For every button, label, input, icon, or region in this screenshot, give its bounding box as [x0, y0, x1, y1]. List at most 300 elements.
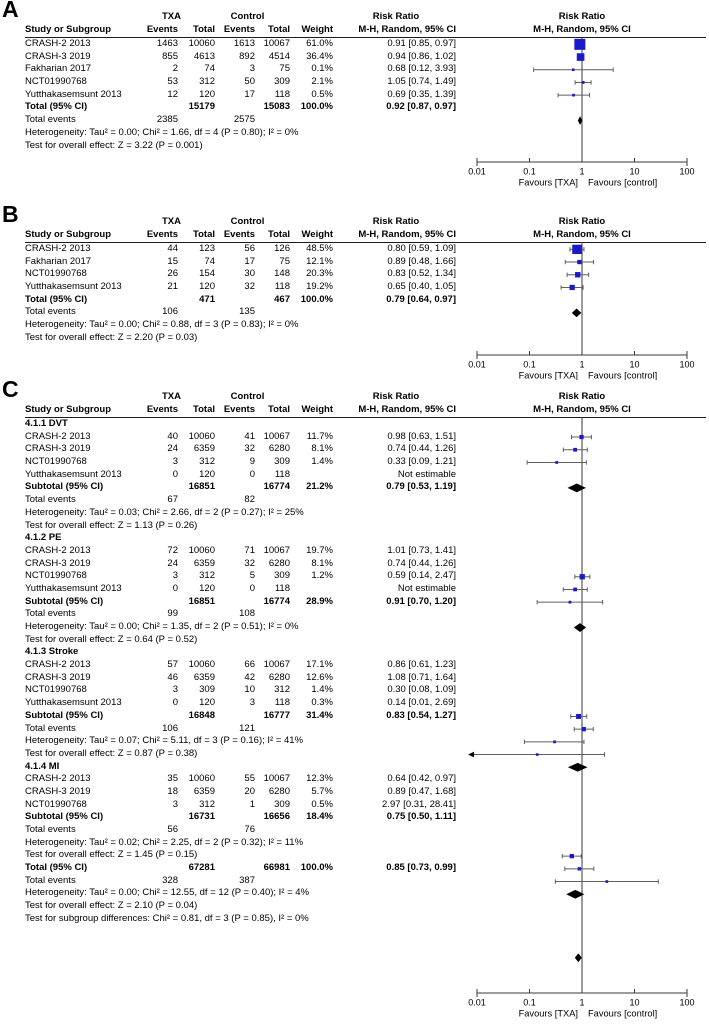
control-total-value: 118 [274, 88, 290, 100]
control-events-value: 30 [244, 268, 255, 280]
risk-ratio-value: 0.69 [0.35, 1.39] [387, 88, 456, 100]
txa-total-value: 16848 [188, 709, 215, 721]
control-events-value: 892 [239, 50, 255, 62]
control-total-value: 6280 [268, 443, 290, 455]
control-events-column-header: Events [223, 404, 255, 415]
control-total-value: 309 [274, 570, 290, 582]
txa-events-value: 3 [172, 798, 178, 810]
txa-total-value: 16851 [188, 595, 215, 607]
txa-total-value: 312 [199, 570, 215, 582]
control-events-value: 42 [244, 671, 255, 683]
favours-left-label: Favours [TXA] [518, 370, 578, 380]
control-events-value: 41 [244, 430, 255, 442]
forest-plot-svg [462, 0, 709, 205]
stats-text: Heterogeneity: Tau² = 0.02; Chi² = 2.25, df = 2 (P = 0.32); I² = 11% [25, 836, 304, 848]
risk-ratio-value: 0.85 [0.73, 0.99] [386, 862, 456, 874]
method-plot-header: M-H, Random, 95% CI [533, 229, 631, 240]
study-label: 4.1.1 DVT [25, 418, 68, 429]
effect-square [555, 461, 558, 464]
control-total-value: 118 [274, 281, 290, 293]
forest-plot-svg [462, 380, 709, 1030]
risk-ratio-value: 0.74 [0.44, 1.26] [387, 557, 456, 569]
weight-value: 1.4% [311, 456, 333, 468]
axis-tick-label: 1 [579, 997, 585, 1008]
effect-square [553, 740, 556, 743]
study-label: NCT01990768 [25, 570, 87, 582]
study-label: Total events [25, 608, 76, 620]
control-events-value: 0 [249, 468, 255, 480]
risk-ratio-value: 0.14 [0.01, 2.69] [387, 697, 456, 709]
txa-total-value: 471 [199, 293, 215, 305]
study-label: CRASH-2 2013 [25, 38, 91, 49]
txa-events-value: 99 [167, 608, 178, 620]
control-total-column-header: Total [268, 229, 290, 240]
risk-ratio-value: 0.74 [0.44, 1.26] [387, 443, 456, 455]
stats-text: Test for overall effect: Z = 1.13 (P = 0.26) [25, 519, 198, 531]
control-total-value: 309 [274, 76, 290, 88]
weight-value: 8.1% [311, 443, 333, 455]
weight-value: 5.7% [311, 785, 333, 797]
axis-tick-label: 1 [579, 166, 585, 177]
weight-value: 0.3% [311, 697, 333, 709]
effect-square [572, 94, 575, 97]
txa-total-value: 4613 [193, 50, 215, 62]
txa-total-value: 10060 [188, 544, 215, 556]
weight-column-header: Weight [301, 24, 333, 35]
control-total-value: 16774 [263, 595, 290, 607]
txa-total-value: 120 [199, 281, 215, 293]
study-label: 4.1.3 Stroke [25, 646, 79, 658]
study-label: Subtotal (95% CI) [25, 595, 104, 607]
risk-ratio-value: Not estimable [397, 468, 456, 480]
risk-ratio-value: 0.68 [0.12, 3.93] [387, 63, 456, 75]
control-total-value: 66981 [263, 862, 290, 874]
txa-total-value: 74 [204, 255, 215, 267]
risk-ratio-value: 0.79 [0.64, 0.97] [386, 293, 456, 305]
txa-total-value: 15179 [188, 101, 215, 113]
control-total-value: 75 [279, 255, 290, 267]
control-events-value: 3 [249, 697, 255, 709]
weight-value: 8.1% [311, 557, 333, 569]
pooled-diamond [575, 953, 582, 962]
study-label: NCT01990768 [25, 684, 87, 696]
control-events-value: 32 [244, 281, 255, 293]
panel-c [0, 380, 709, 1030]
txa-total-value: 312 [199, 76, 215, 88]
method-plot-header: M-H, Random, 95% CI [533, 24, 631, 35]
txa-total-value: 10060 [188, 38, 215, 49]
favours-right-label: Favours [control] [588, 370, 658, 380]
txa-events-value: 106 [162, 306, 178, 318]
study-label: CRASH-3 2019 [25, 671, 91, 683]
study-label: Total events [25, 824, 76, 835]
txa-events-value: 35 [167, 773, 178, 785]
axis-tick-label: 100 [679, 166, 695, 177]
txa-events-value: 21 [167, 281, 178, 293]
risk-ratio-value: 0.91 [0.70, 1.20] [386, 595, 456, 607]
control-events-value: 10 [244, 684, 255, 696]
control-total-column-header: Total [268, 24, 290, 35]
risk-ratio-value: 0.89 [0.48, 1.66] [387, 255, 456, 267]
effect-square [570, 285, 575, 290]
txa-events-value: 855 [162, 50, 178, 62]
control-total-value: 16656 [263, 811, 290, 823]
txa-total-value: 6359 [193, 557, 215, 569]
control-total-value: 15083 [263, 101, 290, 113]
txa-group-header: TXA [162, 11, 181, 22]
txa-total-value: 10060 [188, 773, 215, 785]
risk-ratio-plot-header: Risk Ratio [558, 11, 606, 22]
study-label: CRASH-3 2019 [25, 50, 91, 62]
effect-square [569, 601, 572, 604]
control-total-value: 312 [274, 684, 290, 696]
txa-events-value: 56 [167, 824, 178, 835]
txa-events-column-header: Events [146, 24, 178, 35]
stats-text: Test for overall effect: Z = 2.20 (P = 0.03) [25, 331, 198, 343]
weight-value: 0.5% [311, 798, 333, 810]
control-total-value: 10067 [263, 38, 290, 49]
pooled-diamond [572, 308, 581, 317]
txa-events-value: 18 [167, 785, 178, 797]
study-label: NCT01990768 [25, 268, 87, 280]
txa-group-header: TXA [162, 391, 181, 402]
txa-events-value: 328 [162, 874, 178, 886]
study-column-header: Study or Subgroup [25, 229, 112, 240]
study-label: Total events [25, 494, 76, 506]
panel-label: B [2, 205, 19, 227]
study-label: CRASH-3 2019 [25, 443, 91, 455]
control-events-value: 82 [244, 494, 255, 506]
risk-ratio-value: 0.98 [0.63, 1.51] [387, 430, 456, 442]
risk-ratio-value: 0.92 [0.87, 0.97] [386, 101, 456, 113]
control-total-value: 309 [274, 798, 290, 810]
effect-square [572, 68, 575, 71]
method-column-header: M-H, Random, 95% CI [358, 24, 456, 35]
txa-total-value: 67281 [188, 862, 215, 874]
weight-column-header: Weight [301, 404, 333, 415]
study-label: Yutthakasemsunt 2013 [25, 468, 122, 480]
control-events-value: 5 [249, 570, 255, 582]
weight-value: 18.4% [306, 811, 333, 823]
method-column-header: M-H, Random, 95% CI [358, 229, 456, 240]
axis-tick-label: 10 [629, 166, 640, 177]
control-events-value: 9 [249, 456, 255, 468]
risk-ratio-value: 1.01 [0.73, 1.41] [387, 544, 456, 556]
study-label: CRASH-2 2013 [25, 773, 91, 785]
txa-events-value: 3 [172, 684, 178, 696]
weight-value: 28.9% [306, 595, 333, 607]
effect-square [573, 588, 577, 592]
txa-events-value: 53 [167, 76, 178, 88]
risk-ratio-value: 0.65 [0.40, 1.05] [387, 281, 456, 293]
stats-text: Test for overall effect: Z = 2.10 (P = 0.04) [25, 900, 198, 912]
txa-events-value: 44 [167, 243, 178, 254]
txa-events-value: 40 [167, 430, 178, 442]
txa-total-value: 120 [199, 582, 215, 594]
stats-text: Test for overall effect: Z = 1.45 (P = 0.15) [25, 849, 198, 861]
txa-events-value: 2 [172, 63, 178, 75]
weight-column-header: Weight [301, 229, 333, 240]
study-label: Total (95% CI) [25, 862, 88, 874]
control-total-value: 126 [274, 243, 290, 254]
control-events-value: 50 [244, 76, 255, 88]
txa-total-column-header: Total [193, 24, 215, 35]
control-total-value: 16774 [263, 481, 290, 493]
study-column-header: Study or Subgroup [25, 24, 112, 35]
study-label: 4.1.4 MI [25, 760, 60, 772]
weight-value: 100.0% [300, 862, 333, 874]
stats-text: Test for overall effect: Z = 0.87 (P = 0.38) [25, 747, 198, 759]
txa-events-value: 24 [167, 443, 178, 455]
control-total-value: 309 [274, 456, 290, 468]
control-events-value: 0 [249, 582, 255, 594]
control-total-value: 118 [274, 468, 290, 480]
weight-value: 12.6% [306, 671, 333, 683]
stats-text: Heterogeneity: Tau² = 0.07; Chi² = 5.11, df = 3 (P = 0.16); I² = 41% [25, 735, 304, 747]
control-events-value: 56 [244, 243, 255, 254]
axis-tick-label: 0.1 [523, 166, 536, 177]
txa-total-value: 6359 [193, 785, 215, 797]
weight-value: 1.4% [311, 684, 333, 696]
panel-label: C [2, 380, 19, 402]
weight-value: 1.2% [311, 570, 333, 582]
control-events-value: 17 [244, 88, 255, 100]
txa-total-value: 120 [199, 88, 215, 100]
risk-ratio-value: 0.30 [0.08, 1.09] [387, 684, 456, 696]
risk-ratio-column-header: Risk Ratio [372, 11, 420, 22]
risk-ratio-value: 0.80 [0.59, 1.09] [387, 243, 456, 254]
study-label: CRASH-3 2019 [25, 557, 91, 569]
effect-square [579, 435, 583, 439]
axis-tick-label: 10 [629, 359, 640, 370]
weight-value: 12.3% [306, 773, 333, 785]
control-total-value: 10067 [263, 773, 290, 785]
txa-total-value: 10060 [188, 430, 215, 442]
pooled-diamond [574, 623, 586, 632]
effect-square [573, 448, 577, 452]
axis-tick-label: 0.1 [523, 359, 536, 370]
effect-square [570, 854, 574, 858]
ci-arrow-left [468, 752, 474, 758]
txa-events-value: 24 [167, 557, 178, 569]
control-total-value: 6280 [268, 557, 290, 569]
txa-events-value: 15 [167, 255, 178, 267]
study-label: Total events [25, 874, 76, 886]
study-label: Fakharian 2017 [25, 63, 92, 75]
effect-square [578, 867, 581, 870]
favours-right-label: Favours [control] [588, 177, 658, 188]
risk-ratio-value: 0.75 [0.50, 1.11] [386, 811, 456, 823]
control-events-value: 1 [249, 798, 255, 810]
risk-ratio-value: 0.91 [0.85, 0.97] [387, 38, 456, 49]
method-plot-header: M-H, Random, 95% CI [533, 404, 631, 415]
risk-ratio-value: 0.33 [0.09, 1.21] [387, 456, 456, 468]
control-events-value: 20 [244, 785, 255, 797]
effect-square [580, 574, 585, 579]
txa-total-value: 16851 [188, 481, 215, 493]
control-total-value: 148 [274, 268, 290, 280]
risk-ratio-value: Not estimable [397, 582, 456, 594]
pooled-diamond [568, 763, 587, 772]
control-total-value: 10067 [263, 430, 290, 442]
control-total-value: 16777 [263, 709, 290, 721]
control-events-value: 1613 [233, 38, 255, 49]
weight-value: 100.0% [300, 101, 333, 113]
control-events-value: 76 [244, 824, 255, 835]
axis-tick-label: 10 [629, 997, 640, 1008]
favours-right-label: Favours [control] [588, 1008, 658, 1019]
study-label: NCT01990768 [25, 456, 87, 468]
method-column-header: M-H, Random, 95% CI [358, 404, 456, 415]
txa-events-column-header: Events [146, 404, 178, 415]
study-label: NCT01990768 [25, 798, 87, 810]
control-total-value: 75 [279, 63, 290, 75]
favours-left-label: Favours [TXA] [518, 1008, 578, 1019]
weight-value: 19.7% [306, 544, 333, 556]
txa-total-value: 120 [199, 697, 215, 709]
control-total-value: 10067 [263, 659, 290, 671]
control-events-value: 387 [239, 874, 255, 886]
txa-events-value: 3 [172, 456, 178, 468]
risk-ratio-value: 0.89 [0.47, 1.68] [387, 785, 456, 797]
effect-square [572, 245, 581, 254]
weight-value: 19.2% [306, 281, 333, 293]
effect-square [574, 39, 585, 50]
control-events-value: 108 [239, 608, 255, 620]
study-label: CRASH-3 2019 [25, 785, 91, 797]
study-label: Subtotal (95% CI) [25, 709, 104, 721]
weight-value: 48.5% [306, 243, 333, 254]
effect-square [577, 53, 585, 61]
risk-ratio-value: 0.83 [0.54, 1.27] [386, 709, 456, 721]
study-label: CRASH-2 2013 [25, 243, 91, 254]
stats-text: Heterogeneity: Tau² = 0.00; Chi² = 1.35, df = 2 (P = 0.51); I² = 0% [25, 621, 299, 632]
txa-total-value: 120 [199, 468, 215, 480]
axis-tick-label: 0.01 [468, 359, 486, 370]
txa-events-value: 0 [172, 697, 178, 709]
txa-total-column-header: Total [193, 404, 215, 415]
control-events-value: 32 [244, 443, 255, 455]
panel-b [0, 205, 709, 380]
txa-total-value: 154 [199, 268, 215, 280]
weight-value: 11.7% [306, 430, 333, 442]
study-label: NCT01990768 [25, 76, 87, 88]
stats-text: Heterogeneity: Tau² = 0.00; Chi² = 1.66, df = 4 (P = 0.80); I² = 0% [25, 126, 299, 138]
study-label: Total (95% CI) [25, 101, 88, 113]
risk-ratio-value: 1.05 [0.74, 1.49] [387, 76, 456, 88]
study-label: Yutthakasemsunt 2013 [25, 281, 122, 293]
axis-tick-label: 1 [579, 359, 585, 370]
forest-plot-svg [462, 205, 709, 380]
risk-ratio-plot-header: Risk Ratio [558, 391, 606, 402]
control-total-value: 118 [274, 697, 290, 709]
control-events-value: 17 [244, 255, 255, 267]
panel-a [0, 0, 709, 205]
study-label: 4.1.2 PE [25, 532, 62, 544]
txa-events-column-header: Events [146, 229, 178, 240]
control-total-value: 10067 [263, 544, 290, 556]
txa-total-value: 16731 [188, 811, 215, 823]
txa-total-column-header: Total [193, 229, 215, 240]
txa-total-value: 123 [199, 243, 215, 254]
weight-value: 12.1% [306, 255, 333, 267]
risk-ratio-value: 0.86 [0.61, 1.23] [387, 659, 456, 671]
risk-ratio-value: 2.97 [0.31, 28.41] [382, 798, 456, 810]
txa-events-value: 57 [167, 659, 178, 671]
control-events-column-header: Events [223, 229, 255, 240]
effect-square [536, 753, 539, 756]
stats-text: Heterogeneity: Tau² = 0.00; Chi² = 0.88, df = 3 (P = 0.83); I² = 0% [25, 319, 299, 331]
study-label: CRASH-2 2013 [25, 659, 91, 671]
study-label: Yutthakasemsunt 2013 [25, 582, 122, 594]
study-column-header: Study or Subgroup [25, 404, 112, 415]
control-total-value: 4514 [268, 50, 290, 62]
weight-value: 100.0% [300, 293, 333, 305]
weight-value: 20.3% [306, 268, 333, 280]
risk-ratio-value: 0.94 [0.86, 1.02] [387, 50, 456, 62]
risk-ratio-plot-header: Risk Ratio [558, 216, 606, 227]
stats-text: Heterogeneity: Tau² = 0.03; Chi² = 2.66, df = 2 (P = 0.27); I² = 25% [25, 506, 304, 518]
txa-total-value: 10060 [188, 659, 215, 671]
stats-text: Heterogeneity: Tau² = 0.00; Chi² = 12.55, df = 12 (P = 0.40); I² = 4% [25, 887, 310, 899]
stats-text: Test for overall effect: Z = 3.22 (P = 0.001) [25, 139, 203, 151]
effect-square [577, 260, 581, 264]
effect-square [575, 272, 580, 277]
control-group-header: Control [230, 391, 265, 402]
stats-text: Test for overall effect: Z = 0.64 (P = 0.52) [25, 633, 198, 645]
txa-total-value: 6359 [193, 671, 215, 683]
risk-ratio-value: 0.79 [0.53, 1.19] [386, 481, 456, 493]
control-events-value: 2575 [233, 114, 255, 126]
panel-label: A [2, 0, 19, 22]
study-label: CRASH-2 2013 [25, 430, 91, 442]
weight-value: 0.1% [311, 63, 333, 75]
effect-square [582, 727, 586, 731]
control-events-column-header: Events [223, 24, 255, 35]
stats-text: Test for subgroup differences: Chi² = 0.81, df = 3 (P = 0.85), I² = 0% [25, 912, 309, 924]
axis-tick-label: 0.01 [468, 166, 486, 177]
txa-total-value: 74 [204, 63, 215, 75]
control-events-value: 71 [244, 544, 255, 556]
txa-total-value: 309 [199, 684, 215, 696]
weight-value: 17.1% [306, 659, 333, 671]
control-total-value: 6280 [268, 671, 290, 683]
favours-left-label: Favours [TXA] [518, 177, 578, 188]
txa-events-value: 106 [162, 722, 178, 734]
control-events-value: 135 [239, 306, 255, 318]
control-group-header: Control [230, 216, 265, 227]
txa-total-value: 312 [199, 798, 215, 810]
weight-value: 61.0% [306, 38, 333, 49]
control-total-column-header: Total [268, 404, 290, 415]
txa-events-value: 0 [172, 468, 178, 480]
weight-value: 0.5% [311, 88, 333, 100]
risk-ratio-value: 0.83 [0.52, 1.34] [387, 268, 456, 280]
study-label: Total events [25, 114, 76, 126]
txa-events-value: 3 [172, 570, 178, 582]
study-label: Total events [25, 722, 76, 734]
txa-total-value: 6359 [193, 443, 215, 455]
control-total-value: 467 [274, 293, 290, 305]
pooled-diamond [568, 483, 586, 492]
txa-events-value: 2385 [156, 114, 178, 126]
txa-total-value: 312 [199, 456, 215, 468]
control-events-value: 32 [244, 557, 255, 569]
txa-events-value: 72 [167, 544, 178, 556]
study-label: Subtotal (95% CI) [25, 811, 104, 823]
weight-value: 2.1% [311, 76, 333, 88]
control-events-value: 55 [244, 773, 255, 785]
